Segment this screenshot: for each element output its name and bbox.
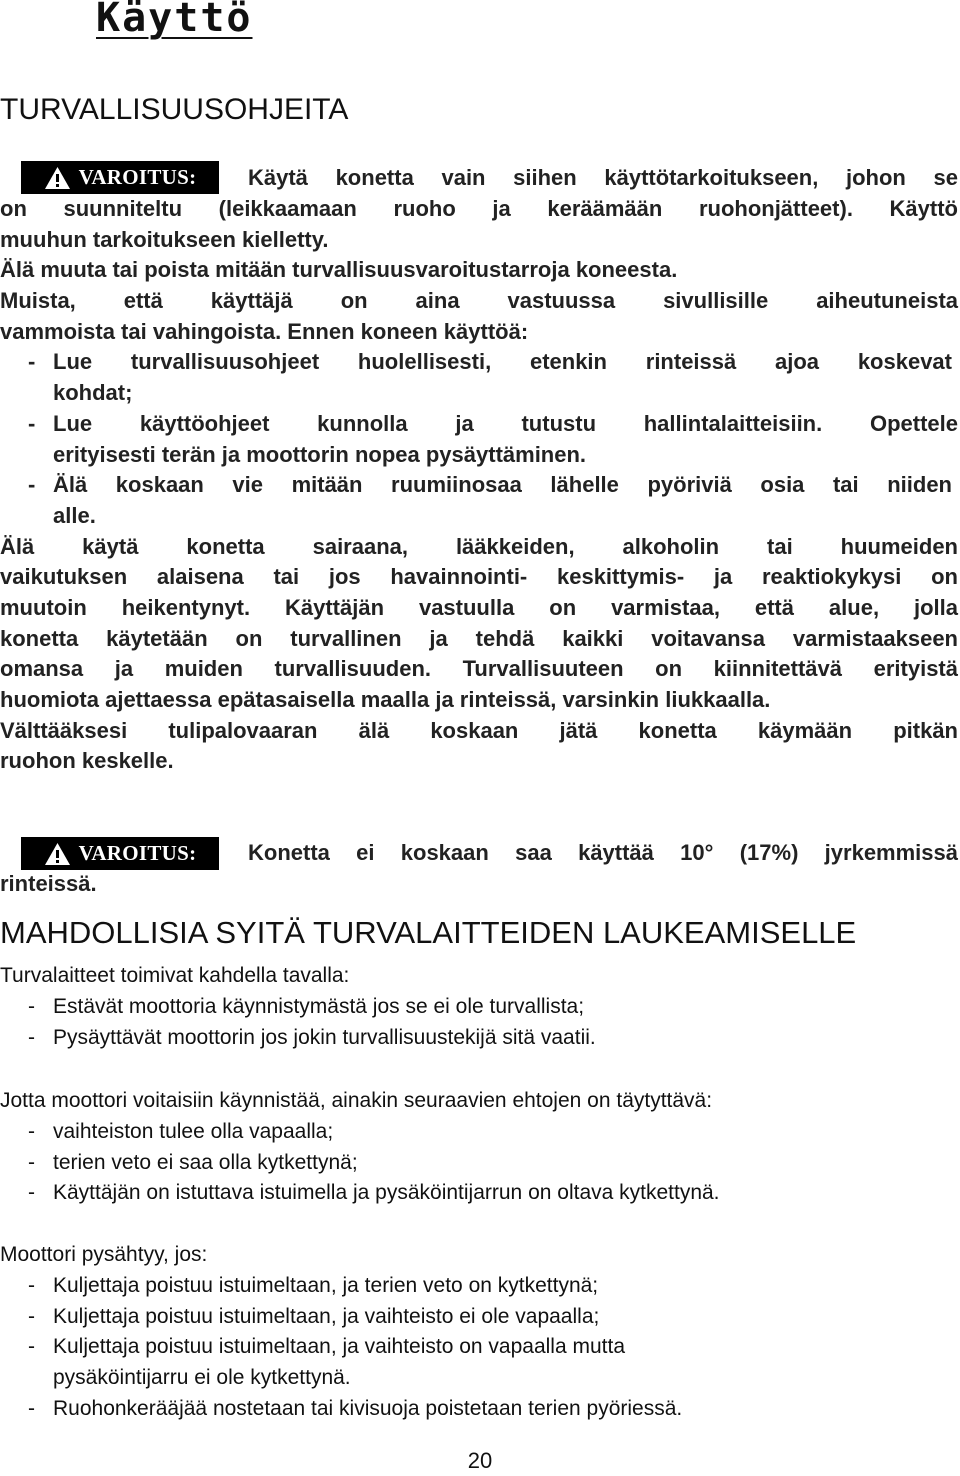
list-item-continuation: erityisesti terän ja moottorin nopea pysäyttäminen.	[53, 441, 587, 467]
list-item: - vaihteiston tulee olla vapaalla;	[28, 1119, 334, 1143]
list-item: - Älä koskaan vie mitään ruumiinosaa lähelle pyöriviä osia tai niiden	[28, 472, 952, 498]
text-line: Jotta moottori voitaisiin käynnistää, ainakin seuraavien ehtojen on täytyttävä:	[0, 1089, 713, 1112]
text-line: on suunniteltu (leikkaamaan ruoho ja keräämään ruohonjätteet). Käyttö	[0, 196, 958, 221]
list-item: - Käyttäjän on istuttava istuimella ja pysäköintijarrun on oltava kytkettynä.	[28, 1181, 720, 1205]
list-item: - Kuljettaja poistuu istuimeltaan, ja vaihteisto ei ole vapaalla;	[28, 1304, 600, 1328]
text-line: ruohon keskelle.	[0, 748, 174, 774]
slope-warning-text: Konetta ei koskaan saa käyttää 10° (17%) jyrkemmissä	[248, 840, 958, 865]
text-line: vammoista tai vahingoista. Ennen koneen käyttöä:	[0, 318, 529, 344]
text-line: omansa ja muiden turvallisuuden. Turvallisuuteen on kiinnitettävä erityistä	[0, 656, 958, 682]
list-item: - Kuljettaja poistuu istuimeltaan, ja terien veto on kytkettynä;	[28, 1273, 599, 1297]
section-heading-safety: TURVALLISUUSOHJEITA	[0, 93, 349, 126]
page-number: 20	[467, 1448, 493, 1473]
text-line: Moottori pysähtyy, jos:	[0, 1243, 208, 1266]
list-item-continuation: alle.	[53, 502, 96, 528]
text-line: Välttääksesi tulipalovaaran älä koskaan jätä konetta käymään pitkän	[0, 717, 958, 743]
list-item: - Ruohonkerääjää nostetaan tai kivisuoja poistetaan terien pyöriessä.	[28, 1396, 683, 1420]
text-line: vaikutuksen alaisena tai jos havainnointi- keskittymis- ja reaktiokykysi on	[0, 564, 958, 590]
warning-badge-slope	[21, 837, 219, 870]
list-item: - Lue käyttöohjeet kunnolla ja tutustu hallintalaitteisiin. Opettele	[28, 410, 958, 436]
text-line: rinteissä.	[0, 871, 97, 896]
warning-triangle-icon	[44, 166, 71, 190]
list-item: - terien veto ei saa olla kytkettynä;	[28, 1150, 358, 1174]
stop-conditions	[0, 1240, 920, 1425]
warning-label: VAROITUS:	[78, 841, 197, 865]
safety-devices-intro	[0, 961, 920, 1053]
list-item-continuation: kohdat;	[53, 380, 133, 406]
text-line: Muista, että käyttäjä on aina vastuussa sivullisille aiheutuneista	[0, 288, 958, 314]
list-item: - Pysäyttävät moottorin jos jokin turvallisuustekijä sitä vaatii.	[28, 1025, 596, 1049]
safety-instructions	[0, 194, 958, 777]
warning-label: VAROITUS:	[78, 165, 197, 189]
text-line: muuhun tarkoitukseen kielletty.	[0, 226, 329, 252]
list-item: - Kuljettaja poistuu istuimeltaan, ja vaihteisto on vapaalla mutta	[28, 1335, 626, 1359]
text-line: Turvalaitteet toimivat kahdella tavalla:	[0, 964, 350, 987]
text-line: Älä muuta tai poista mitään turvallisuusvaroitustarroja koneesta.	[0, 257, 678, 283]
warning-triangle-icon	[44, 842, 71, 866]
list-item: - Estävät moottoria käynnistymästä jos se ei ole turvallista;	[28, 994, 585, 1018]
start-conditions	[0, 1086, 920, 1209]
text-line: Älä käytä konetta sairaana, lääkkeiden, alkoholin tai huumeiden	[0, 533, 958, 559]
warning-text-line: Käytä konetta vain siihen käyttötarkoitukseen, johon se	[248, 165, 958, 190]
list-item: - Lue turvallisuusohjeet huolellisesti, etenkin rinteissä ajoa koskevat	[28, 349, 952, 375]
text-line: muutoin heikentynyt. Käyttäjän vastuulla on varmistaa, että alue, jolla	[0, 594, 958, 620]
text-line: huomiota ajettaessa epätasaisella maalla ja rinteissä, varsinkin liukkaalla.	[0, 687, 771, 712]
section-heading-safety-devices: MAHDOLLISIA SYITÄ TURVALAITTEIDEN LAUKEAMISELLE	[0, 915, 857, 950]
slope-warning-continuation	[0, 869, 958, 900]
page-title: Käyttö	[96, 0, 253, 41]
list-item-continuation: pysäköintijarru ei ole kytkettynä.	[53, 1366, 351, 1390]
text-line: konetta käytetään on turvallinen ja tehdä kaikki voitavansa varmistaakseen	[0, 625, 958, 651]
warning-badge	[21, 161, 219, 194]
